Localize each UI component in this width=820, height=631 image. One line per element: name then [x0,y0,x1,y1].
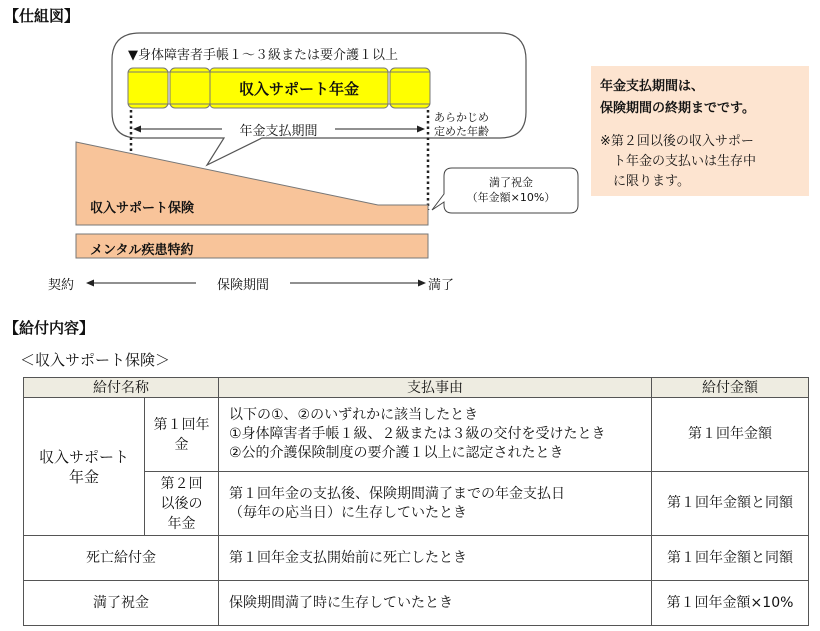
structure-section-title: 【仕組図】 [4,7,80,25]
first-reason-line-1: 以下の①、②のいずれかに該当したとき [229,407,479,423]
note-line-3: に限ります。 [613,174,690,189]
maturity-note-line-2: （年金額×10%） [466,191,556,204]
period-label: 保険期間 [216,278,269,293]
note-bold-line-2: 保険期間の終期までです。 [600,101,755,116]
contract-label: 契約 [48,278,75,293]
maturity-benefit-amount-cell: 第１回年金額×10% [652,581,809,626]
maturity-benefit-reason-cell: 保険期間満了時に生存していたとき [219,581,652,626]
annuity-name-cell: 収入サポート年金 [24,398,145,536]
header-payment-reason: 支払事由 [219,378,652,398]
benefit-section-title: 【給付内容】 [4,319,95,337]
payment-period-label: 年金支払期間 [239,124,318,139]
note-bold-line-1: 年金支払期間は、 [600,79,705,94]
first-reason-line-3: ②公的介護保険制度の要介護１以上に認定されたとき [229,445,564,461]
death-benefit-amount-cell: 第１回年金額と同額 [652,536,809,581]
benefit-table [23,377,809,626]
death-benefit-reason-cell: 第１回年金支払開始前に死亡したとき [219,536,652,581]
header-benefit-name: 給付名称 [24,378,219,398]
header-benefit-amount: 給付金額 [652,378,809,398]
end-age-line-1: あらかじめ [434,111,489,124]
table-subtitle: ＜収入サポート保険＞ [20,351,171,369]
table-row [24,536,809,581]
bubble-condition-text: ▼身体障害者手帳１～３級または要介護１以上 [128,48,398,63]
insurance-label: 収入サポート保険 [90,201,195,216]
note-line-1: ※第２回以後の収入サポー [600,134,754,149]
end-age-line-2: 定めた年齢 [434,125,489,138]
first-annuity-cell: 第１回年金 [145,398,219,472]
table-header-row [24,378,809,398]
maturity-benefit-name-cell: 満了祝金 [24,581,219,626]
table-row [24,581,809,626]
table-row [24,398,809,472]
death-benefit-name-cell: 死亡給付金 [24,536,219,581]
first-reason-line-2: ①身体障害者手帳１級、２級または３級の交付を受けたとき [229,426,606,442]
note-box [591,66,809,196]
maturity-note-line-1: 満了祝金 [489,176,533,189]
note-line-2: ト年金の支払いは生存中 [613,154,757,169]
second-annuity-cell: 第２回以後の年金 [145,472,219,536]
rider-label: メンタル疾患特約 [90,243,194,258]
first-reason-cell [219,398,652,472]
second-reason-cell [219,472,652,536]
second-reason-line-2: （毎年の応当日）に生存していたとき [229,504,467,521]
second-amount-cell: 第１回年金額と同額 [652,472,809,536]
annuity-label: 収入サポート年金 [238,80,359,98]
maturity-label: 満了 [428,278,455,293]
second-reason-line-1: 第１回年金の支払後、保険期間満了までの年金支払日 [229,485,565,502]
first-amount-cell: 第１回年金額 [652,398,809,472]
